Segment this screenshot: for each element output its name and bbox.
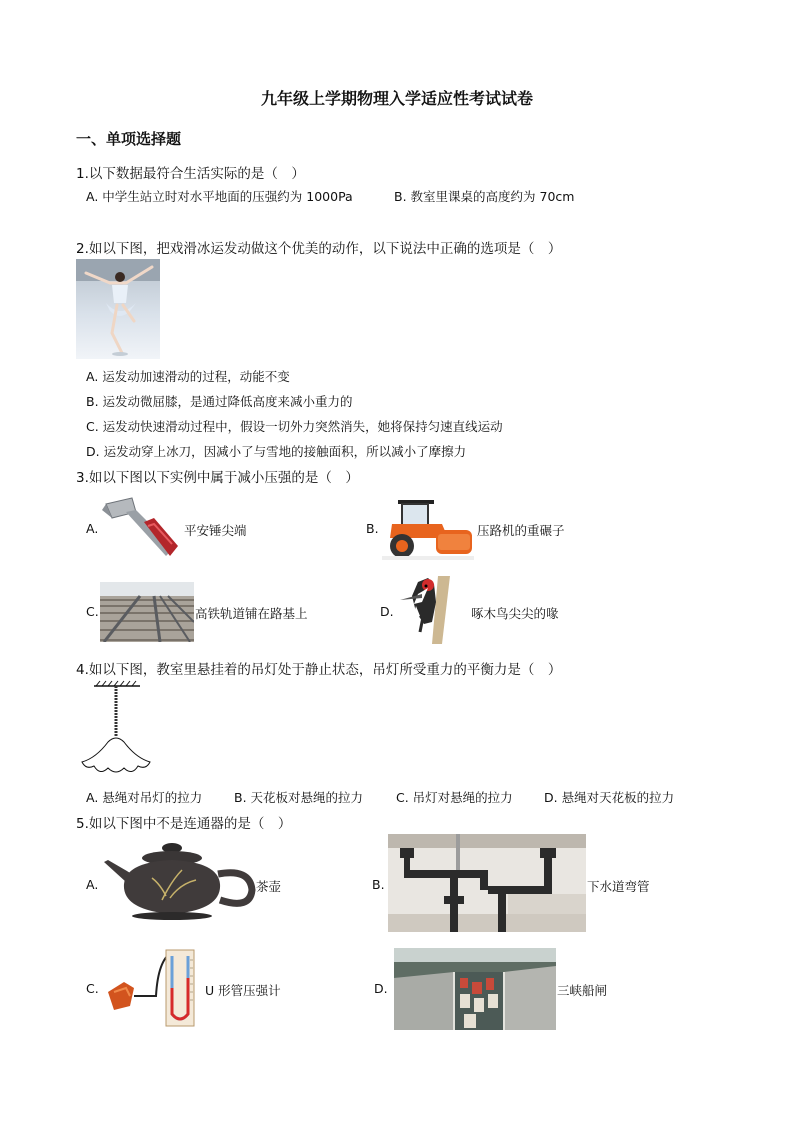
q2-option-c: C. 运发动快速滑动过程中，假设一切外力突然消失，她将保持匀速直线运动 [86,419,503,434]
section-heading: 一、单项选择题 [76,130,182,148]
u-tube-manometer-icon [100,944,198,1028]
q3-option-d-text: 啄木鸟尖尖的喙 [471,606,559,621]
q4-option-d: D. 悬绳对天花板的拉力 [544,790,675,805]
question-2-stem: 2.如以下图，把戏滑冰运发动做这个优美的动作，以下说法中正确的选项是（ ） [76,241,562,257]
question-5-stem: 5.如以下图中不是连通器的是（ ） [76,816,292,832]
question-3-stem: 3.如以下图以下实例中属于减小压强的是（ ） [76,470,359,486]
q3-option-d-letter: D. [380,604,394,619]
q4-option-a: A. 悬绳对吊灯的拉力 [86,790,203,805]
q1-option-b: B. 教室里课桌的高度约为 70cm [394,189,575,204]
q5-option-c-text: U 形管压强计 [205,983,281,998]
q1-option-a: A. 中学生站立时对水平地面的压强约为 1000Pa [86,189,353,204]
ship-lock-icon [394,948,556,1030]
hanging-lamp-diagram [76,680,158,780]
q4-option-b: B. 天花板对悬绳的拉力 [234,790,364,805]
q5-option-a-text: 茶壶 [256,879,282,894]
question-1-stem: 1.以下数据最符合生活实际的是（ ） [76,166,305,182]
railway-track-icon [100,582,194,642]
q5-option-d-text: 三峡船闸 [557,983,608,998]
q5-option-b-text: 下水道弯管 [587,879,650,894]
woodpecker-icon [398,572,470,644]
q3-option-a-letter: A. [86,521,99,536]
q2-option-b: B. 运发动微屈膝，是通过降低高度来减小重力的 [86,394,353,409]
q5-option-c-letter: C. [86,981,99,996]
question-4-stem: 4.如以下图，教室里悬挂着的吊灯处于静止状态，吊灯所受重力的平衡力是（ ） [76,662,562,678]
q5-option-a-letter: A. [86,877,99,892]
road-roller-icon [382,494,474,560]
drain-pipe-icon [388,834,586,932]
teapot-icon [100,840,256,922]
q3-option-b-text: 压路机的重碾子 [477,523,565,538]
q2-option-a: A. 运发动加速滑动的过程，动能不变 [86,369,290,384]
safety-hammer-icon [100,492,182,564]
q4-option-c: C. 吊灯对悬绳的拉力 [396,790,513,805]
q5-option-b-letter: B. [372,877,385,892]
q3-option-a-text: 平安锤尖端 [184,523,247,538]
figure-skater-image [76,259,160,359]
q2-option-d: D. 运发动穿上冰刀，因减小了与雪地的接触面积，所以减小了摩擦力 [86,444,467,459]
q3-option-b-letter: B. [366,521,379,536]
q5-option-d-letter: D. [374,981,388,996]
q3-option-c-text: 高铁轨道铺在路基上 [195,606,308,621]
q3-option-c-letter: C. [86,604,99,619]
page-title: 九年级上学期物理入学适应性考试试卷 [260,89,533,108]
